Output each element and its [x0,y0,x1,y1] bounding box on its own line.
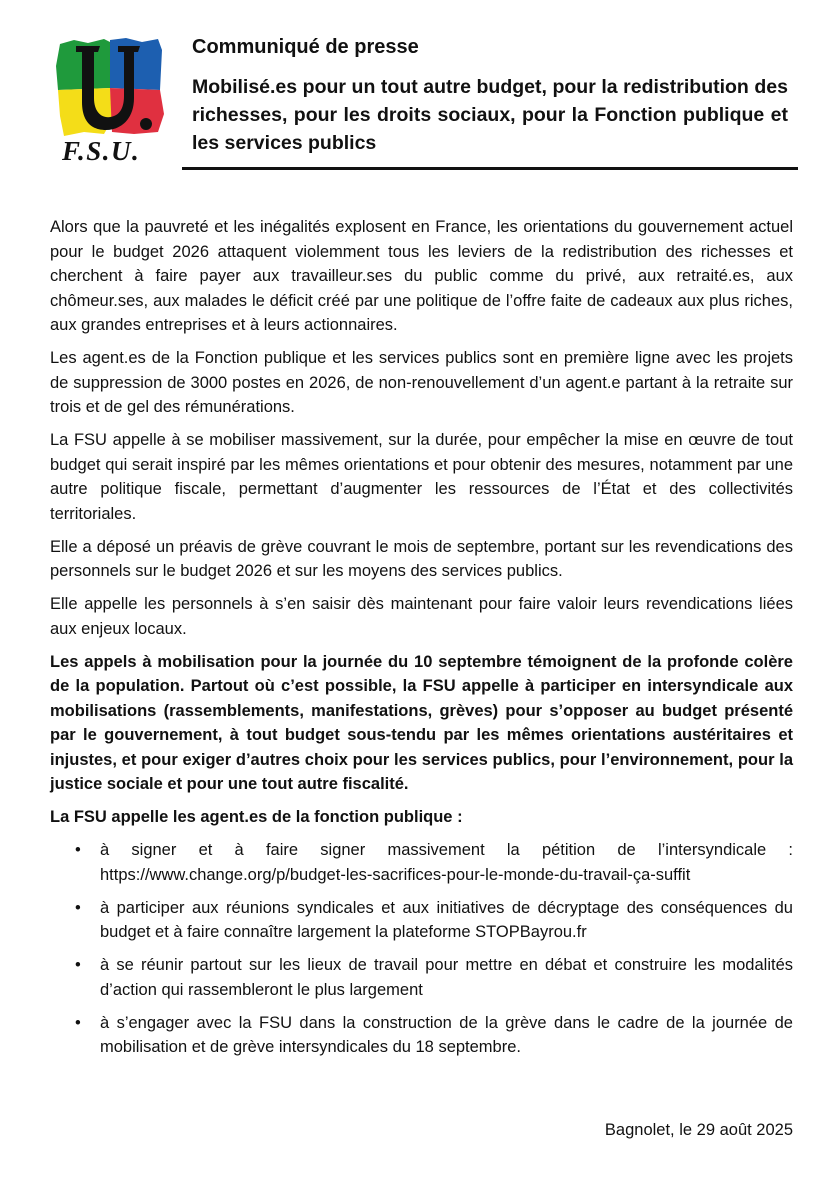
place-and-date: Bagnolet, le 29 août 2025 [604,1121,793,1139]
body-paragraph: Alors que la pauvreté et les inégalités explosent en France, les orientations du gouvernement actuel pour le budget 2026 attaquent violemment tous les leviers de la redistribution des richesses et cherchent à faire payer aux travailleur.ses du public comme du privé, aux retraité.es, aux chômeur.ses, aux malades le déficit créé par une politique de l’offre faite de cadeaux aux plus riches, aux grandes entreprises et à leurs actionnaires. [50,218,793,334]
action-text: à participer aux réunions syndicales et aux initiatives de décryptage des conséquences du budget et à faire connaître largement la plateforme STOPBayrou.fr [100,898,793,941]
logo-blue-block [110,38,162,90]
fsu-logo [54,36,166,166]
action-item [50,838,793,887]
action-text: à s’engager avec la FSU dans la construction de la grève dans le cadre de la journée de mobilisation et de grève intersyndicales du 18 septembre. [100,1013,793,1056]
action-item [50,896,793,945]
action-list [50,838,793,1060]
action-item [50,1011,793,1060]
bullet-icon: • [75,898,81,917]
document-title: Mobilisé.es pour un tout autre budget, pour la redistribution des richesses, pour les droits sociaux, pour la Fonction publique et les services publics [192,76,788,154]
action-text: à se réunir partout sur les lieux de travail pour mettre en débat et construire les modalités d’action qui rassembleront le plus largement [100,956,793,999]
petition-link[interactable]: https://www.change.org/p/budget-les-sacrifices-pour-le-monde-du-travail-ça-suffit [100,865,691,884]
header-text-block [182,30,798,170]
action-item [50,953,793,1002]
body-paragraph: Elle appelle les personnels à s’en saisir dès maintenant pour faire valoir leurs revendications liées aux enjeux locaux. [50,595,793,638]
body-paragraph: Elle a déposé un préavis de grève couvrant le mois de septembre, portant sur les revendications des personnels sur le budget 2026 et sur les moyens des services publics. [50,537,793,580]
logo-fsu-text: F.S.U. [62,136,141,166]
press-release-body [50,215,793,1068]
document-header [50,30,798,170]
body-paragraph: Les agent.es de la Fonction publique et les services publics sont en première ligne avec les projets de suppression de 3000 postes en 2026, de non-renouvellement d’un agent.e partant à la retraite sur trois et de gel des rémunérations. [50,349,793,416]
bullet-icon: • [75,956,81,974]
bullet-icon: • [75,841,81,859]
action-text: à signer et à faire signer massivement la pétition de l’intersyndicale : [100,841,793,859]
logo-u-dot [140,118,152,130]
mobilisation-call-paragraph: Les appels à mobilisation pour la journée du 10 septembre témoignent de la profonde colère de la population. Partout où c’est possible, la FSU appelle à participer en intersyndicale aux mobilisations (rassemblements, manifestations, grèves) pour s’opposer au budget présenté par le gouvernement, à tout budget sous-tendu par les mêmes orientations austéritaires et injustes, et pour exiger d’autres choix pour les services publics, pour l’environnement, pour la justice sociale et pour une tout autre fiscalité. [50,652,793,793]
bullet-icon: • [75,1013,81,1032]
call-heading: La FSU appelle les agent.es de la fonction publique : [50,808,463,826]
header-divider [182,167,798,170]
document-kind: Communiqué de presse [192,36,419,58]
body-paragraph: La FSU appelle à se mobiliser massivement, sur la durée, pour empêcher la mise en œuvre de tout budget qui serait inspiré par les mêmes orientations et pour obtenir des mesures, notamment par une autre politique fiscale, permettant d’augmenter les ressources de l’État et des collectivités territoriales. [50,431,793,523]
